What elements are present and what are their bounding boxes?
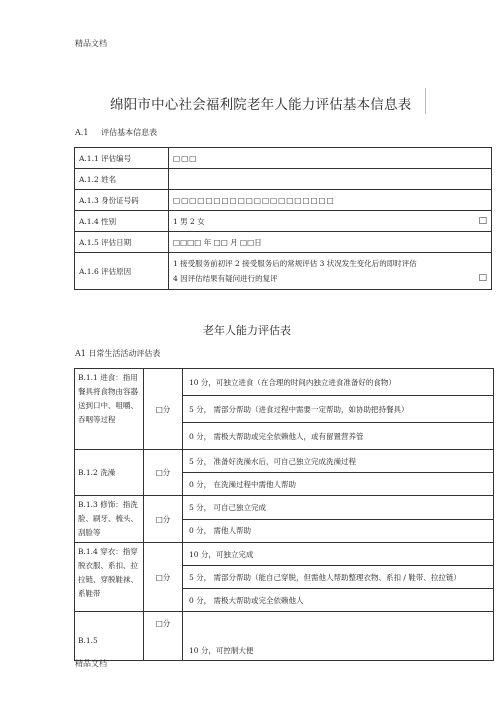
page-header-label: 精品文档 [75,39,107,48]
adl-option: 5 分， 准备好洗澡水后，可自己独立完成洗澡过程 [183,450,494,473]
dressing-score-box[interactable]: □分 [144,543,183,612]
adl-item-grooming: B.1.3 修饰：指洗脸、刷牙、梳头、刮脸等 [75,496,144,543]
adl-table [74,368,494,661]
row-label: A.1.4 性别 [75,211,169,232]
gender-checkbox[interactable]: □ [478,215,487,226]
grooming-score-box[interactable]: □分 [144,496,183,543]
section-a1-heading [75,127,157,138]
adl-option: 5 分， 可自己独立完成 [183,496,494,520]
table-row [75,612,494,661]
row-label: A.1.5 评估日期 [75,232,169,253]
adl-item-dressing: B.1.4 穿衣：指穿脱衣服、系扣、拉拉链、穿脱鞋袜、系鞋带 [75,543,144,612]
adl-option: 0 分， 需极大帮助或完全依赖他人，或有留置营养管 [183,423,494,450]
assessment-date-field[interactable]: □□□□ 年 □□ 月 □□日 [169,232,492,253]
adl-option: 5 分， 需部分帮助（进食过程中需要一定帮助，如协助把持餐具） [183,396,494,423]
row-label: A.1.1 评估编号 [75,148,169,169]
bowel-score-box[interactable]: □分 [144,612,183,661]
id-number-field[interactable]: □□□□□□□□□□□□□□□□□□□□ [169,190,492,211]
row-label: A.1.6 评估原因 [75,253,169,290]
bathing-score-box[interactable]: □分 [144,450,183,496]
adl-option: 0 分， 需极大帮助或完全依赖他人 [183,589,494,612]
adl-option: 5 分， 需部分帮助（能自己穿脱，但需他人帮助整理衣物、系扣 / 鞋带、拉拉链） [183,566,494,589]
row-label: A.1.2 姓名 [75,169,169,190]
eating-score-box[interactable]: □分 [144,369,183,450]
row-label: A.1.3 身份证号码 [75,190,169,211]
adl-item-bathing: B.1.2 洗澡 [75,450,144,496]
table-row [75,369,494,396]
title-box [100,88,426,114]
adl-option: 10 分，可独立进食（在合理的时间内独立进食准备好的食物） [183,369,494,396]
table-row [75,169,492,190]
table-row [75,253,492,290]
name-field[interactable] [169,169,492,190]
gender-options: 1 男 2 女 [173,216,205,226]
adl-option: 0 分， 在洗澡过程中需他人帮助 [183,473,494,496]
assessment-reason-field[interactable] [169,253,492,290]
reason-line-2: 4 因评估结果有疑问进行的复评 [173,274,278,283]
table-row [75,496,494,520]
page-footer-label: 精品文档 [75,659,107,668]
gender-field[interactable] [169,211,492,232]
adl-item-bowel: B.1.5 [75,612,144,661]
table-row [75,543,494,566]
adl-option: 0 分， 需他人帮助 [183,519,494,543]
page-title: 绵阳市中心社会福利院老年人能力评估基本信息表 [110,97,412,113]
reason-checkbox[interactable]: □ [478,273,487,283]
table-row [75,148,492,169]
adl-item-eating: B.1.1 进食：指用餐具将食物由容器送到口中、咀嚼、吞咽等过程 [75,369,144,450]
basic-info-table [74,147,492,290]
section-a1-title: 评估基本信息表 [101,128,158,137]
adl-option: 10 分，可独立完成 [183,543,494,566]
table-row [75,232,492,253]
reason-line-1: 1 接受服务前初评 2 接受服务后的常规评估 3 状况发生变化后的即时评估 [173,259,417,268]
section-a1-code: A.1 [75,128,89,137]
section-adl-heading: A1 日常生活活动评估表 [75,349,161,358]
table-row [75,190,492,211]
table-row [75,211,492,232]
sub-title: 老年人能力评估表 [203,324,291,337]
adl-option: 10 分，可控制大便 [183,612,494,661]
table-row [75,450,494,473]
assessment-number-field[interactable]: □□□ [169,148,492,169]
